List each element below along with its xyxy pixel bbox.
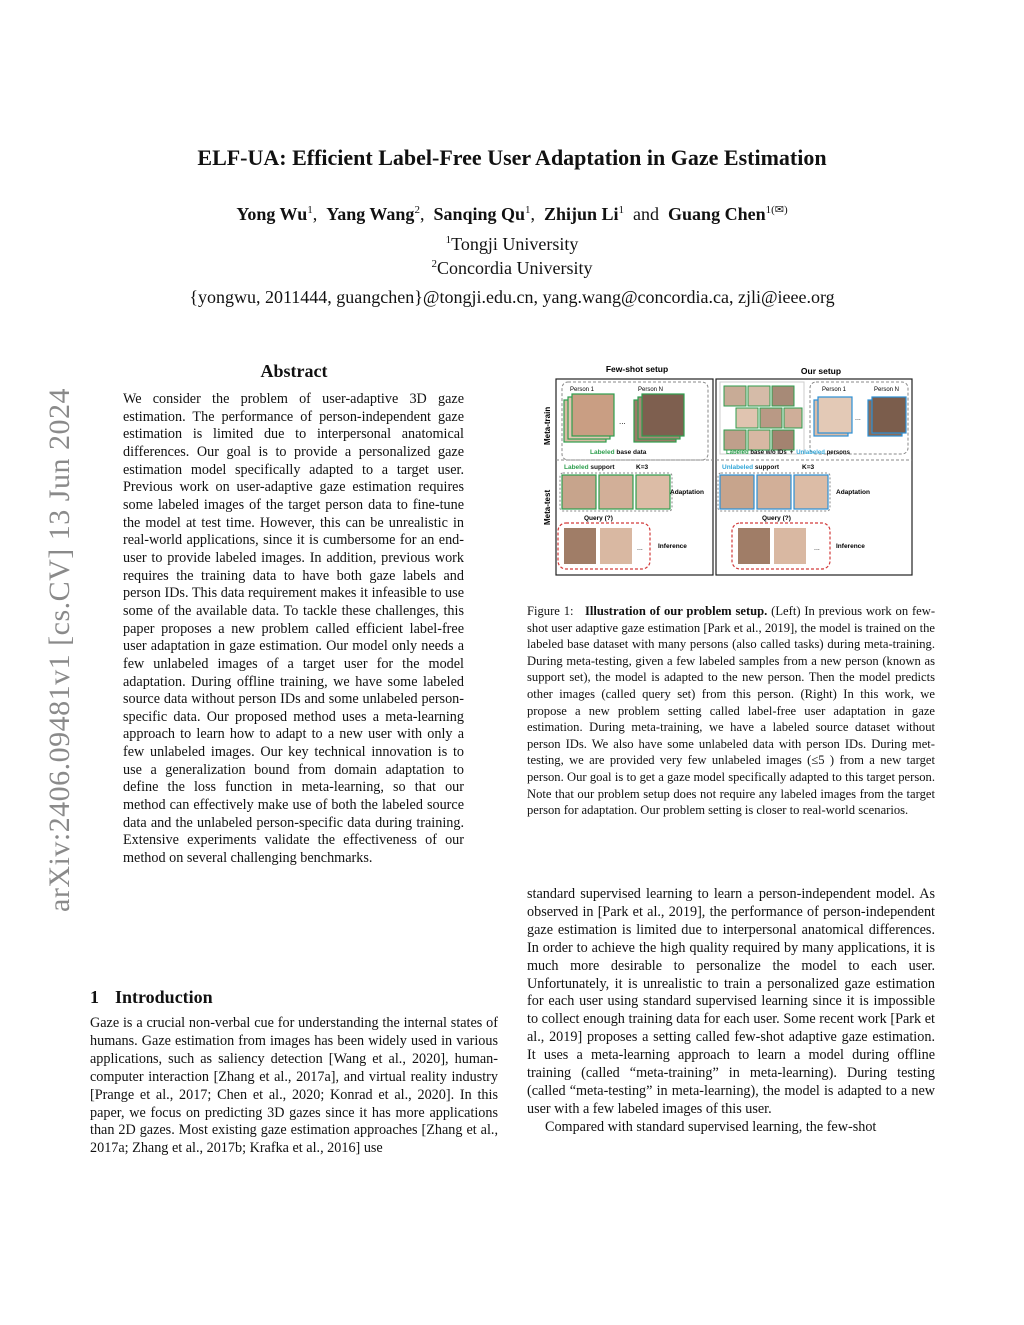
- face-thumbnail: [599, 475, 633, 509]
- author-name: Sanqing Qu: [433, 204, 525, 224]
- right-column-body: [527, 886, 935, 1137]
- adaptation-label: Adaptation: [836, 489, 870, 496]
- figure-caption: [527, 603, 935, 819]
- face-thumbnail: [636, 475, 670, 509]
- face-thumbnail: [872, 397, 906, 433]
- adaptation-label: Adaptation: [670, 489, 704, 496]
- paper-title: ELF-UA: Efficient Label-Free User Adaptation in Gaze Estimation: [197, 145, 827, 170]
- author-and: and: [633, 204, 660, 224]
- author-sup: 1: [618, 204, 625, 216]
- figure-1: [540, 362, 920, 578]
- author-sup: 1: [525, 204, 531, 216]
- left-base-label: Labeled base data: [590, 449, 647, 456]
- paragraph: Compared with standard supervised learning, the few-shot: [545, 1118, 877, 1135]
- paragraph: standard supervised learning to learn a person-independent model. As observed in [Park et al., 2019], the performance of person-independent gaze estimation is limited due to interpersonal anatomical differences. In order to achieve the high quality required by many applications, it is much more desirable to personalize the model to each user. Unfortunately, it is unrealistic to train a personalized gaze estimation for each user using standard supervised learning since it is impossible to collect enough training data for each user. Some recent work [Park et al., 2019] proposes a setting called few-shot adaptive gaze estimation. It uses a meta-learning approach to learn a model during offline training (called “meta-training” in meta-learning). During testing (called “meta-testing” in meta-learning), the model is adapted to a new user with a few labeled images of this user.: [527, 886, 935, 1117]
- email-line: {yongwu, 2011444, guangchen}@tongji.edu.cn, yang.wang@concordia.ca, zjli@ieee.org: [189, 287, 835, 307]
- personN-label: Person N: [638, 387, 664, 393]
- right-base-label: Labeled base w/o IDs + Unlabeled persons: [726, 450, 850, 456]
- ellipsis: ...: [619, 417, 626, 426]
- section-title-text: Introduction: [115, 987, 213, 1007]
- right-panel-title: Our setup: [800, 366, 842, 376]
- k-label: K=3: [802, 464, 815, 471]
- k-label: K=3: [636, 464, 649, 471]
- caption-text: (Left) In previous work on few-shot user adaptive gaze estimation [Park et al., 2019], the model is trained on the labeled base dataset with many persons (also called tasks) during meta-training. During meta-testing, given a few labeled samples from a new person (known as support set), the model is adapted to the new person. Then the model predicts other images (called query set) from this person. (Right) In this work, we propose a new problem setting called label-free user adaptation in gaze estimation. During meta-training, we have a labeled source dataset without person IDs. We also have some unlabeled data with person IDs. During met-testing, we are provided very few unlabeled images (≤5 ) from a new target person. Our goal is to get a gaze model specifically adapted to this target person. Note that our problem setup does not require any labeled images from the target person for adaptation. Our problem setting is closer to real-world scenarios.: [527, 604, 936, 818]
- person1-label: Person 1: [570, 387, 595, 393]
- arxiv-watermark: arXiv:2406.09481v1 [cs.CV] 13 Jun 2024: [43, 388, 76, 912]
- left-panel-title: Few-shot setup: [605, 364, 669, 374]
- inference-label: Inference: [836, 543, 865, 550]
- affiliation: [0, 258, 1024, 279]
- author-sup: 1: [307, 204, 313, 216]
- author-name: Guang Chen: [668, 204, 766, 224]
- face-thumbnail: [642, 394, 684, 436]
- author-name: Zhijun Li: [544, 204, 619, 224]
- face-thumbnail: [757, 475, 791, 509]
- query-label: Query (?): [762, 515, 791, 522]
- author-name: Yong Wu: [236, 204, 308, 224]
- query-label: Query (?): [584, 515, 613, 522]
- ellipsis: ...: [814, 545, 820, 552]
- inference-label: Inference: [658, 543, 687, 550]
- face-thumbnail: [794, 475, 828, 509]
- affiliation: [0, 234, 1024, 255]
- face-thumbnail: [562, 475, 596, 509]
- abstract-body: We consider the problem of user-adaptive 3D gaze estimation. The performance of person-independent gaze estimation is limited due to interpersonal anatomical differences. Our goal is to provide a personalized gaze estimation model specifically adapted to a target user. Previous work on user-adaptive gaze estimation requires some labeled images of the target person data to fine-tune the model at test time. However, this can be unrealistic in real-world applications, since it is cumbersome for an end-user to provide labeled images. In addition, previous work requires the training data to have both gaze labels and person IDs. This data requirement makes it infeasible to use some of the available data. To tackle these challenges, this paper proposes a new problem called efficient label-free user adaptation in gaze estimation. Our model only needs a few unlabeled images of a target user for the model adaptation. During offline training, we have some labeled source data without person IDs and some unlabeled person-specific data. Our proposed method uses a meta-learning approach to learn how to adapt to a new user with only a few unlabeled images. Our key technical innovation is to use a generalization bound from domain adaptation to define the loss function in meta-learning, so that our method can effectively make use of both the labeled source data and the unlabeled person-specific data during training. Extensive experiments validate the effectiveness of our method on several challenging benchmarks.: [123, 391, 464, 867]
- face-thumbnail: [818, 397, 852, 433]
- personN-label: Person N: [874, 387, 900, 393]
- caption-bold: Illustration of our problem setup.: [584, 604, 768, 618]
- right-support-label: Unlabeled support: [722, 464, 780, 471]
- meta-test-label: Meta-test: [543, 489, 552, 525]
- face-thumbnail: [572, 394, 614, 436]
- affiliation-sup: 2: [431, 258, 437, 270]
- left-support-label: Labeled support: [564, 464, 615, 471]
- affiliation-name: Tongji University: [451, 234, 579, 254]
- person1-label: Person 1: [822, 387, 847, 393]
- face-thumbnail: [600, 528, 632, 564]
- author-name: Yang Wang: [326, 204, 415, 224]
- ellipsis: ...: [855, 415, 861, 422]
- affiliation-sup: 1: [445, 234, 452, 246]
- affiliation-name: Concordia University: [437, 258, 593, 278]
- author-sup: 1(✉): [765, 204, 788, 216]
- face-thumbnail: [720, 475, 754, 509]
- section-number: 1: [90, 987, 99, 1007]
- meta-train-label: Meta-train: [543, 406, 552, 445]
- section-heading: [90, 987, 229, 1008]
- face-thumbnail: [564, 528, 596, 564]
- face-thumbnail: [738, 528, 770, 564]
- introduction-body: Gaze is a crucial non-verbal cue for understanding the internal states of humans. Gaze estimation from images has been widely used in various applications, such as saliency detection [Wang et al., 2020], human-computer interaction [Zhang et al., 2017a], and virtual reality industry [Prange et al., 2017; Chen et al., 2020; Konrad et al., 2020]. In this paper, we focus on predicting 3D gazes since it has more applications than 2D gazes. Most existing gaze estimation approaches [Zhang et al., 2017a; Zhang et al., 2017b; Krafka et al., 2016] use: [90, 1015, 498, 1157]
- caption-label: Figure 1:: [527, 604, 574, 618]
- ellipsis: ...: [637, 545, 643, 552]
- face-thumbnail: [774, 528, 806, 564]
- author-sup: 2: [414, 204, 420, 216]
- abstract-heading: Abstract: [260, 361, 328, 381]
- author-list: Yong Wu$^1$, Yang Wang$^2$, Sanqing Qu$^1$, Zhijun Li$^1$ and Guang Chen$^{1(✉)}$: [236, 204, 788, 224]
- figure-diagram: [540, 362, 920, 578]
